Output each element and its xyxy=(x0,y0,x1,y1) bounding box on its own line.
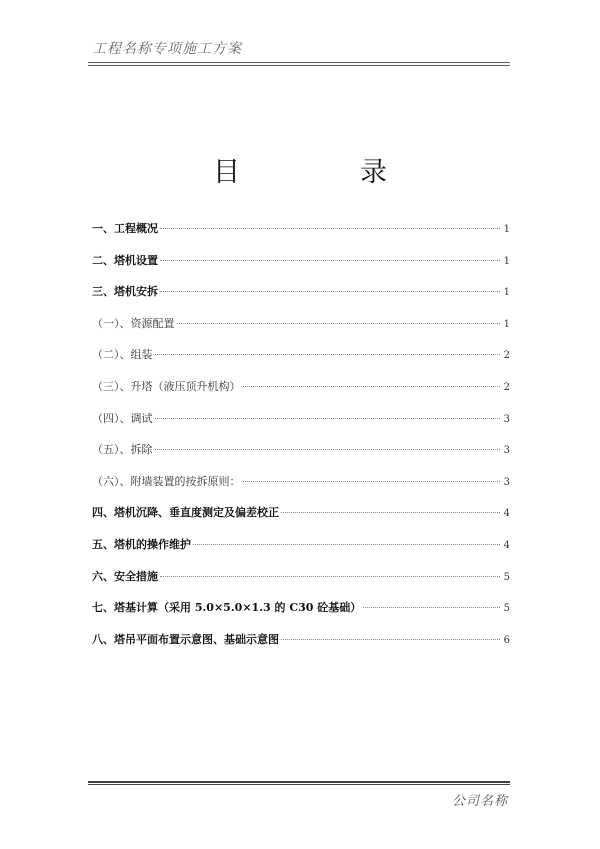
toc-leader xyxy=(160,228,500,229)
toc-entry-label: （三）、升塔（液压顶升机构） xyxy=(92,379,241,393)
toc-entry-page: 3 xyxy=(503,413,510,425)
toc-entry[interactable] xyxy=(92,568,510,600)
toc-leader xyxy=(155,418,501,419)
toc-entry-page: 5 xyxy=(503,571,510,583)
toc-leader xyxy=(155,354,501,355)
toc-entry-page: 4 xyxy=(503,539,510,551)
toc-entry-page: 2 xyxy=(503,381,510,393)
toc-entry-label: （一）、资源配置 xyxy=(92,316,175,330)
toc-entry-page: 2 xyxy=(503,350,510,362)
toc-leader xyxy=(155,449,501,450)
toc-entry[interactable] xyxy=(92,378,510,410)
toc-entry-label: （四）、调试 xyxy=(92,411,153,425)
toc-entry[interactable] xyxy=(92,410,510,442)
toc-entry-page: 1 xyxy=(503,318,510,330)
toc-entry[interactable] xyxy=(92,315,510,347)
toc-leader xyxy=(243,481,501,482)
toc-leader xyxy=(160,291,500,292)
toc-entry-page: 1 xyxy=(503,255,510,267)
table-of-contents xyxy=(92,220,510,662)
toc-leader xyxy=(243,386,501,387)
toc-entry-label: 三、塔机安拆 xyxy=(92,285,158,299)
toc-title-left: 目 xyxy=(213,157,240,188)
toc-entry-page: 3 xyxy=(503,445,510,457)
toc-entry[interactable] xyxy=(92,441,510,473)
toc-entry-page: 3 xyxy=(503,476,510,488)
footer-company-name: 公司名称 xyxy=(451,794,508,809)
header-rule xyxy=(88,62,510,66)
toc-entry[interactable] xyxy=(92,346,510,378)
toc-leader xyxy=(363,607,500,608)
toc-entry-page: 1 xyxy=(503,224,510,235)
toc-leader xyxy=(281,639,500,640)
toc-entry-page: 6 xyxy=(503,634,510,646)
toc-entry-page: 4 xyxy=(503,508,510,520)
toc-entry[interactable] xyxy=(92,504,510,536)
toc-entry[interactable] xyxy=(92,220,510,252)
toc-entry-label: 一、工程概况 xyxy=(92,222,158,235)
toc-title-right: 录 xyxy=(360,157,387,188)
toc-title xyxy=(0,150,600,189)
toc-entry[interactable] xyxy=(92,283,510,315)
toc-entry-label: 七、塔基计算（采用 5.0×5.0×1.3 的 C30 砼基础） xyxy=(92,601,362,615)
toc-entry-label: （五）、拆除 xyxy=(92,443,153,457)
toc-entry-label: 八、塔吊平面布置示意图、基础示意图 xyxy=(92,632,279,646)
toc-leader xyxy=(193,544,500,545)
toc-leader xyxy=(177,323,501,324)
document-header-title: 工程名称专项施工方案 xyxy=(92,41,242,57)
toc-entry-label: 四、塔机沉降、垂直度测定及偏差校正 xyxy=(92,506,279,520)
toc-entry[interactable] xyxy=(92,599,510,631)
toc-entry[interactable] xyxy=(92,631,510,663)
footer-rule xyxy=(88,781,510,785)
toc-entry-page: 5 xyxy=(503,603,510,615)
toc-entry[interactable] xyxy=(92,473,510,505)
toc-entry-label: 六、安全措施 xyxy=(92,569,158,583)
toc-leader xyxy=(160,576,500,577)
toc-entry-label: 五、塔机的操作维护 xyxy=(92,537,191,551)
toc-entry[interactable] xyxy=(92,252,510,284)
toc-leader xyxy=(160,260,500,261)
toc-entry-label: （二）、组装 xyxy=(92,348,153,362)
toc-leader xyxy=(281,512,500,513)
toc-entry[interactable] xyxy=(92,536,510,568)
toc-entry-label: 二、塔机设置 xyxy=(92,253,158,267)
toc-entry-page: 1 xyxy=(503,287,510,299)
toc-entry-label: （六）、附墙装置的按拆原则： xyxy=(92,474,241,488)
